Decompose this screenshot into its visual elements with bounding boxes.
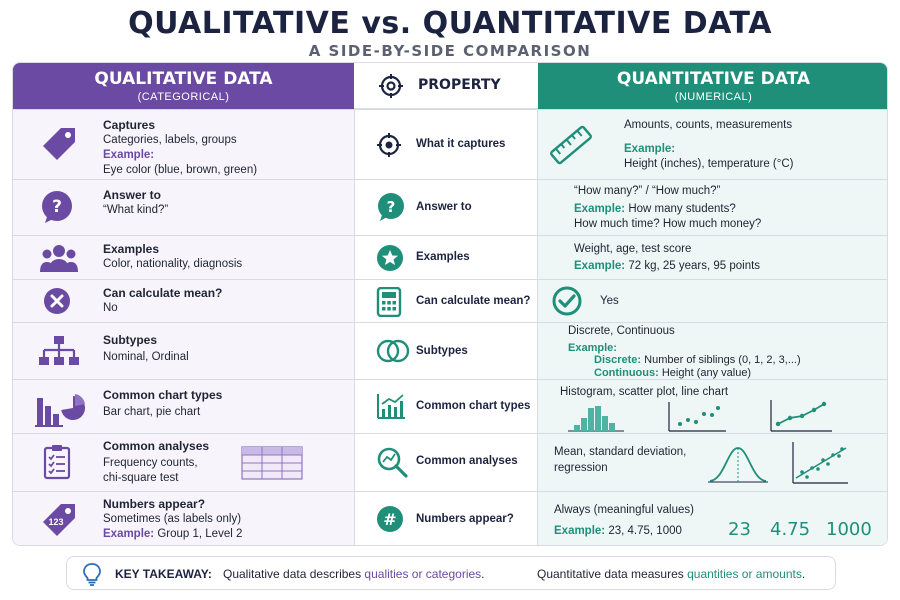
takeaway-text: . — [481, 567, 485, 581]
qualitative-cell — [13, 323, 354, 379]
example-label: Example: — [574, 260, 626, 272]
quantitative-cell — [538, 434, 888, 491]
magnifier-chart-icon — [376, 446, 408, 478]
example-text: Height (inches), temperature (°C) — [624, 158, 794, 170]
row-title: Common chart types — [103, 388, 223, 402]
example-text-2: How much time? How much money? — [574, 218, 762, 230]
tag-icon — [39, 124, 79, 164]
row-title: Common analyses — [103, 439, 210, 453]
example-text: Group 1, Level 2 — [157, 528, 243, 540]
table-row — [13, 279, 888, 322]
quantitative-header — [538, 63, 888, 109]
comparison-table — [12, 62, 888, 546]
example-label: Example: — [554, 525, 606, 537]
big-number: 1000 — [826, 519, 872, 540]
row-text: Bar chart, pie chart — [103, 406, 201, 418]
row-text: Color, nationality, diagnosis — [103, 258, 243, 270]
property-header — [354, 63, 538, 109]
quantitative-header-title: QUANTITATIVE DATA — [616, 69, 811, 89]
row-text: No — [103, 302, 118, 314]
quantitative-cell — [538, 280, 888, 322]
property-header-title: PROPERTY — [418, 77, 501, 93]
example-label: Example: — [103, 149, 155, 161]
table-row — [13, 109, 888, 179]
row-text: Yes — [600, 295, 619, 307]
table-row — [13, 433, 888, 491]
quantitative-cell — [538, 236, 888, 279]
example-text: How many students? — [628, 203, 736, 215]
property-cell — [354, 380, 538, 433]
hash-icon — [376, 505, 404, 533]
qualitative-cell — [13, 434, 354, 491]
property-cell — [354, 180, 538, 235]
discrete-text: Number of siblings (0, 1, 2, 3,...) — [644, 354, 801, 366]
quantitative-cell — [538, 323, 888, 379]
continuous-text: Height (any value) — [661, 366, 752, 379]
quantitative-cell — [538, 180, 888, 235]
table-row — [13, 322, 888, 379]
row-text: Nominal, Ordinal — [103, 351, 189, 363]
question-icon — [39, 189, 75, 225]
clipboard-icon — [43, 444, 71, 480]
calculator-icon — [376, 287, 402, 317]
row-text: Amounts, counts, measurements — [624, 119, 793, 131]
regression-icon — [792, 442, 848, 484]
row-title: Answer to — [103, 188, 162, 202]
hierarchy-icon — [39, 335, 79, 367]
property-cell — [354, 280, 538, 322]
row-title: Can calculate mean? — [103, 286, 223, 300]
continuous-label: Continuous: — [594, 366, 659, 379]
histogram-icon — [568, 404, 624, 432]
qualitative-cell — [13, 380, 354, 433]
table-row — [13, 235, 888, 279]
row-title: Captures — [103, 118, 156, 132]
row-title: Numbers appear? — [103, 497, 206, 511]
quantitative-cell — [538, 492, 888, 546]
row-text: Frequency counts, — [103, 457, 198, 469]
line-chart-icon — [376, 392, 406, 420]
big-number: 23 — [728, 519, 751, 540]
qualitative-cell — [13, 180, 354, 235]
table-row — [13, 379, 888, 433]
svg-text:?: ? — [52, 197, 62, 217]
property-cell — [354, 323, 538, 379]
row-text-2: chi-square test — [103, 472, 179, 484]
svg-text:?: ? — [386, 198, 396, 216]
property-cell — [354, 434, 538, 491]
property-label: Subtypes — [416, 345, 468, 357]
qualitative-cell — [13, 110, 354, 179]
example-text: 72 kg, 25 years, 95 points — [628, 260, 761, 272]
key-takeaway-banner — [66, 556, 836, 590]
key-takeaway-label: KEY TAKEAWAY: — [115, 567, 212, 581]
property-cell — [354, 492, 538, 546]
row-title: Subtypes — [103, 333, 158, 347]
property-label: Examples — [416, 251, 470, 263]
example-label: Example: — [574, 203, 626, 215]
frequency-table-icon — [241, 446, 303, 480]
line-chart-small-icon — [770, 400, 832, 432]
property-label: Can calculate mean? — [416, 295, 531, 307]
page-subtitle: A SIDE-BY-SIDE COMPARISON — [308, 42, 592, 60]
venn-icon — [376, 339, 410, 363]
qualitative-header-title: QUALITATIVE DATA — [94, 69, 273, 89]
quantitative-header-subtitle: (NUMERICAL) — [674, 91, 753, 103]
page-title: QUALITATIVE vs. QUANTITATIVE DATA — [128, 6, 772, 41]
qualitative-cell — [13, 236, 354, 279]
takeaway-highlight: quantities or amounts — [687, 567, 802, 581]
lightbulb-icon — [81, 562, 103, 586]
takeaway-text: Quantitative data measures — [537, 567, 688, 581]
property-label: Numbers appear? — [416, 513, 514, 525]
quantitative-cell — [538, 380, 888, 433]
property-label: Common analyses — [416, 455, 518, 467]
target-icon — [376, 132, 402, 158]
example-label: Example: — [103, 528, 155, 540]
scatter-plot-icon — [668, 402, 726, 432]
qualitative-takeaway — [223, 567, 485, 581]
takeaway-text: Qualitative data describes — [223, 567, 365, 581]
qualitative-header-subtitle: (CATEGORICAL) — [137, 91, 230, 103]
tag-number-text: 123 — [48, 517, 64, 527]
property-label: Common chart types — [416, 400, 531, 412]
example-text: Eye color (blue, brown, green) — [103, 164, 258, 176]
quantitative-takeaway — [537, 567, 805, 581]
quantitative-cell — [538, 110, 888, 179]
row-text: Sometimes (as labels only) — [103, 513, 242, 525]
big-number: 4.75 — [770, 519, 811, 540]
people-icon — [39, 242, 79, 274]
example-label: Example: — [568, 341, 617, 354]
property-cell — [354, 236, 538, 279]
row-title: Examples — [103, 242, 160, 256]
row-text: “What kind?” — [103, 204, 169, 216]
row-text: Always (meaningful values) — [554, 504, 694, 516]
bar-pie-icon — [35, 388, 85, 428]
bell-curve-icon — [708, 444, 768, 484]
row-text: Mean, standard deviation, — [554, 446, 687, 458]
check-circle-icon — [552, 286, 582, 316]
property-label: Answer to — [416, 201, 472, 213]
x-circle-icon — [43, 287, 71, 315]
question-bubble-icon — [376, 192, 406, 222]
row-text: Categories, labels, groups — [103, 134, 237, 146]
property-label: What it captures — [416, 138, 506, 150]
row-text: Weight, age, test score — [574, 243, 692, 255]
svg-text:#: # — [383, 510, 397, 529]
star-icon — [376, 244, 404, 272]
qualitative-header — [13, 63, 354, 109]
ruler-icon — [548, 122, 594, 168]
discrete-label: Discrete: — [594, 354, 642, 366]
example-text: 23, 4.75, 1000 — [608, 525, 682, 537]
example-label: Example: — [624, 143, 676, 155]
row-text: Discrete, Continuous — [568, 325, 675, 337]
number-tag-icon — [39, 500, 79, 540]
row-text: “How many?” / “How much?” — [574, 185, 721, 197]
row-text-2: regression — [554, 462, 608, 474]
qualitative-cell — [13, 492, 354, 546]
table-row — [13, 491, 888, 546]
takeaway-highlight: qualities or categories — [364, 567, 482, 581]
takeaway-text: . — [801, 567, 806, 581]
row-text: Histogram, scatter plot, line chart — [560, 386, 729, 398]
table-row — [13, 179, 888, 235]
target-icon — [378, 73, 404, 99]
property-cell — [354, 110, 538, 179]
qualitative-cell — [13, 280, 354, 322]
